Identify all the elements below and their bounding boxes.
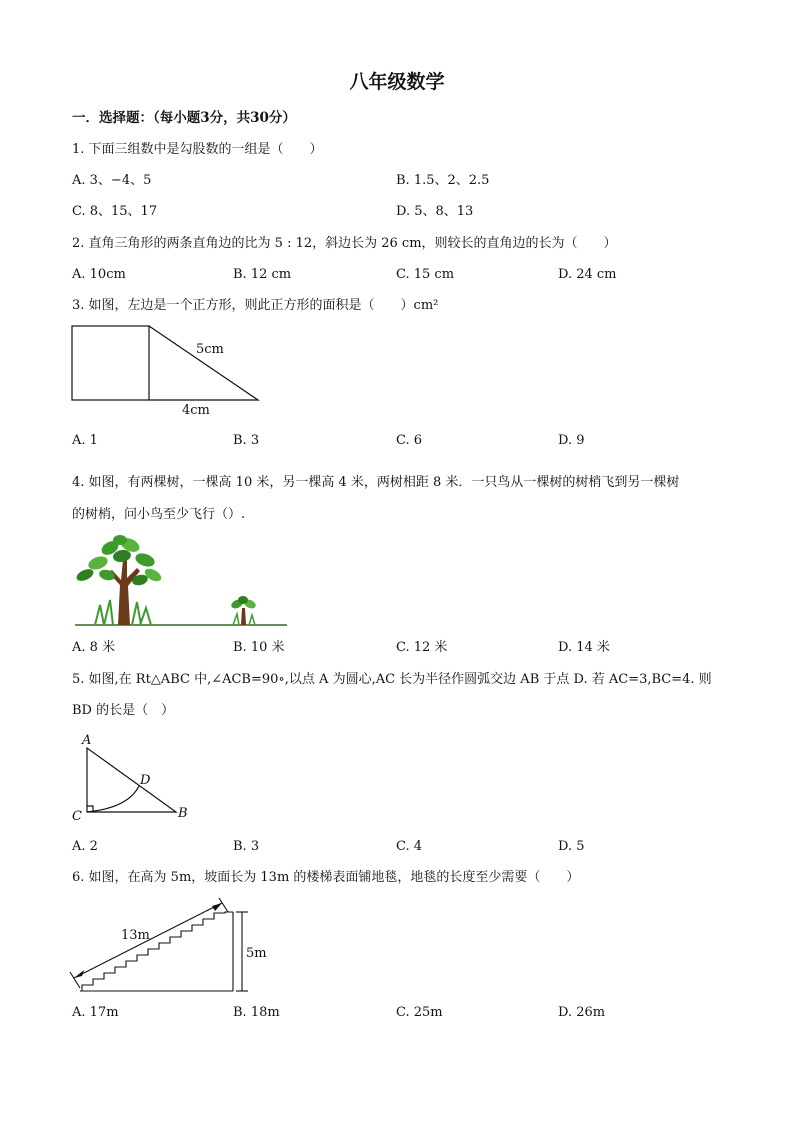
q3-option-a[interactable]: A. 1 (72, 433, 98, 448)
height-label: 5m (246, 946, 267, 961)
point-d-label: D (140, 773, 151, 788)
page-title: 八年级数学 (349, 71, 445, 93)
stair-steps (82, 912, 233, 991)
q3-option-c[interactable]: C. 6 (396, 433, 423, 448)
question-3-stem: 3. 如图，左边是一个正方形，则此正方形的面积是（ ）cm² (72, 298, 439, 313)
slope-length-label: 13m (121, 928, 150, 943)
q5-option-d[interactable]: D. 5 (558, 839, 585, 854)
q1-option-d[interactable]: D. 5、8、13 (396, 204, 474, 219)
q1-option-c[interactable]: C. 8、15、17 (72, 204, 158, 219)
q5-option-a[interactable]: A. 2 (72, 839, 98, 854)
base-label: 4cm (182, 403, 210, 418)
q4-option-c[interactable]: C. 12 米 (396, 640, 448, 655)
q2-option-a[interactable]: A. 10cm (72, 267, 126, 282)
q2-option-d[interactable]: D. 24 cm (558, 267, 617, 282)
question-2-stem: 2. 直角三角形的两条直角边的比为 5 : 12，斜边长为 26 cm，则较长的直角边的长为（ ） (72, 236, 617, 251)
q6-option-c[interactable]: C. 25m (396, 1005, 443, 1020)
q1-option-b[interactable]: B. 1.5、2、2.5 (396, 173, 490, 188)
section-heading: 一．选择题：（每小题3分，共30分） (72, 110, 296, 126)
question-4-stem-line2: 的树梢，问小鸟至少飞行（）. (72, 507, 246, 522)
q3-option-d[interactable]: D. 9 (558, 433, 585, 448)
q4-option-a[interactable]: A. 8 米 (72, 640, 116, 655)
q6-option-b[interactable]: B. 18m (233, 1005, 280, 1020)
q2-option-c[interactable]: C. 15 cm (396, 267, 455, 282)
hypotenuse-label: 5cm (196, 342, 224, 357)
q6-option-d[interactable]: D. 26m (558, 1005, 606, 1020)
question-5-stem-line2: BD 的长是（ ） (72, 703, 175, 718)
q5-option-b[interactable]: B. 3 (233, 839, 260, 854)
q2-option-b[interactable]: B. 12 cm (233, 267, 292, 282)
question-5-stem-line1: 5. 如图,在 Rt△ABC 中,∠ACB=90∘,以点 A 为圆心,AC 长为半径作圆弧交边 AB 于点 D. 若 AC=3,BC=4. 则 (72, 672, 712, 687)
slope-arrow-right-icon (212, 903, 222, 911)
q1-option-a[interactable]: A. 3、−4、5 (72, 173, 152, 188)
question-4-stem-line1: 4. 如图，有两棵树，一棵高 10 米，另一棵高 4 米，两树相距 8 米．一只鸟从一棵树的树梢飞到另一棵树 (72, 475, 680, 490)
question-6-stem: 6. 如图，在高为 5m，坡面长为 13m 的楼梯表面铺地毯，地毯的长度至少需要（ ） (72, 870, 580, 885)
vertex-a-label: A (82, 733, 92, 748)
q5-option-c[interactable]: C. 4 (396, 839, 423, 854)
q3-option-b[interactable]: B. 3 (233, 433, 260, 448)
question-1-stem: 1. 下面三组数中是勾股数的一组是（ ） (72, 142, 323, 157)
vertex-c-label: C (72, 809, 82, 824)
q4-option-b[interactable]: B. 10 米 (233, 640, 285, 655)
slope-tick-right (219, 898, 228, 912)
q6-option-a[interactable]: A. 17m (72, 1005, 119, 1020)
q4-option-d[interactable]: D. 14 米 (558, 640, 610, 655)
vertex-b-label: B (178, 806, 188, 821)
